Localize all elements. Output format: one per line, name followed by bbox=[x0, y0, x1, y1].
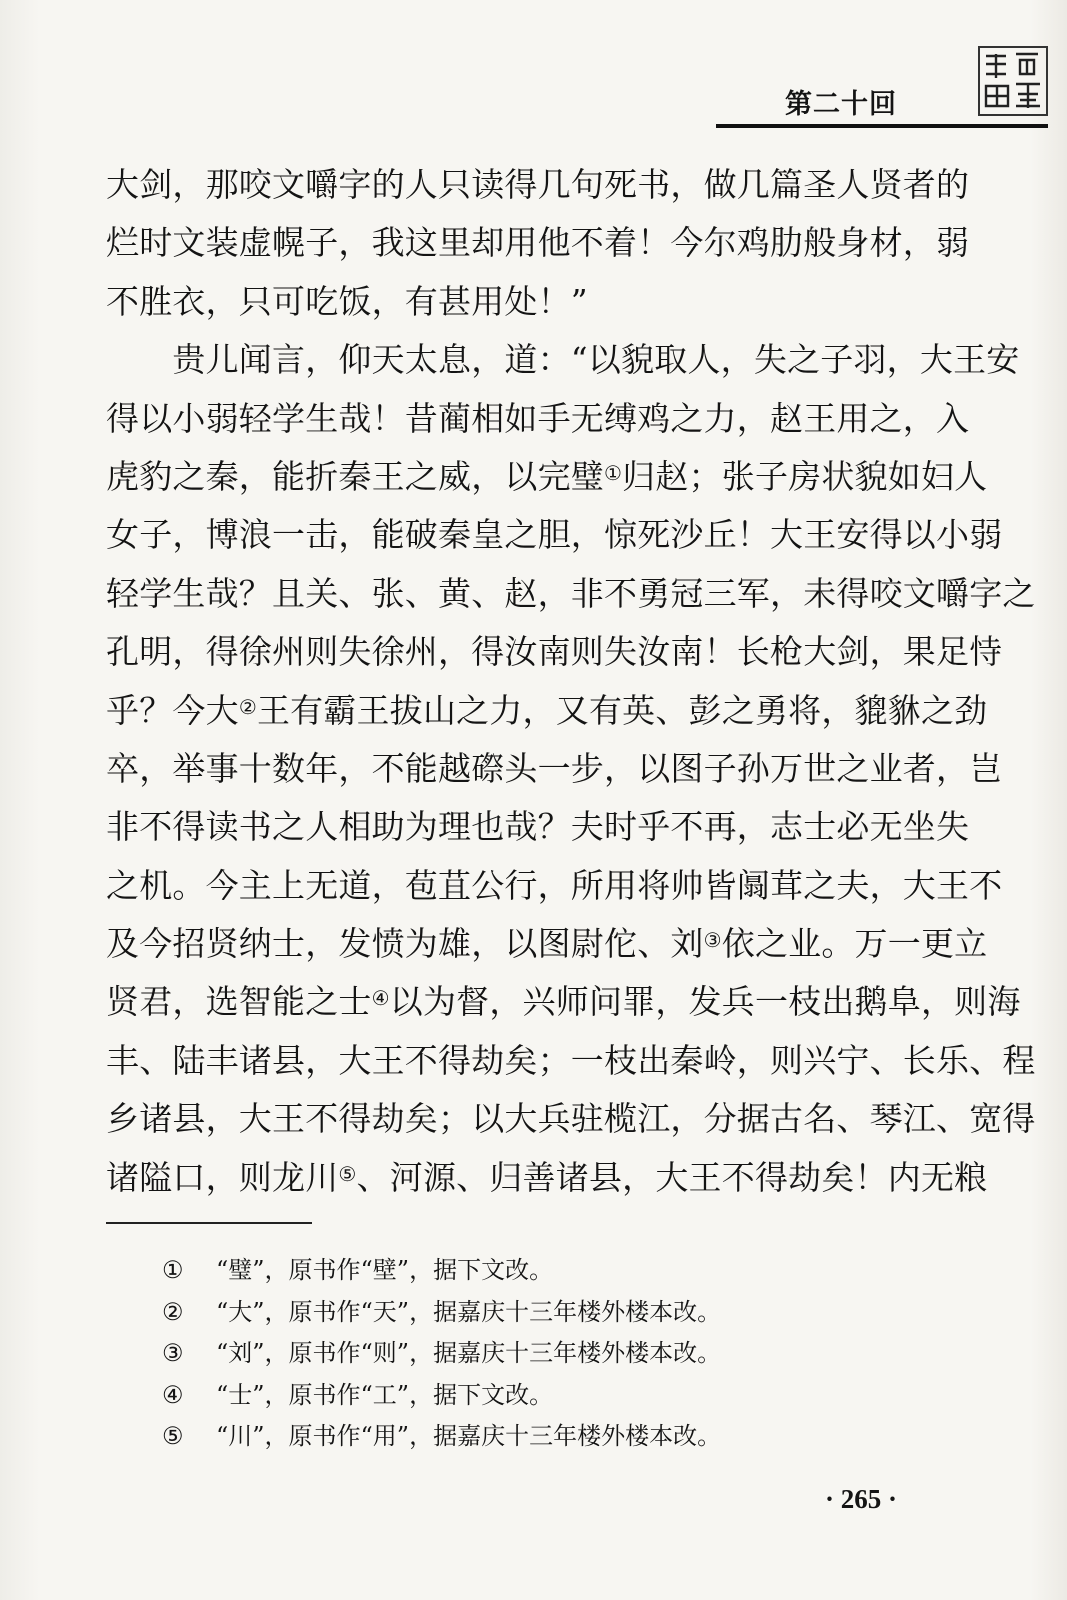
body-line bbox=[106, 273, 946, 331]
body-text-segment: 烂时文装虚幌子，我这里却用他不着！今尔鸡肋般身材，弱 bbox=[106, 223, 970, 263]
footnote-text: “川”，原书作“用”，据嘉庆十三年楼外楼本改。 bbox=[216, 1422, 722, 1450]
body-line bbox=[106, 915, 988, 973]
body-line bbox=[106, 390, 970, 448]
body-text-segment: 丰、陆丰诸县，大王不得劫矣；一枝出秦岭，则兴宁、长乐、程 bbox=[106, 1040, 1036, 1080]
body-line bbox=[106, 448, 988, 506]
footnote-text: “璧”，原书作“壁”，据下文改。 bbox=[216, 1256, 554, 1284]
footnote-text: “大”，原书作“天”，据嘉庆十三年楼外楼本改。 bbox=[216, 1297, 722, 1326]
body-text-segment: 不胜衣，只可吃饭，有甚用处！” bbox=[106, 281, 588, 321]
chapter-title: 第二十回 bbox=[785, 89, 897, 120]
body-line bbox=[106, 1090, 1036, 1148]
body-line bbox=[106, 1149, 988, 1207]
footnote-item bbox=[162, 1416, 942, 1458]
body-text-segment: 大剑，那咬文嚼字的人只读得几句死书，做几篇圣人贤者的 bbox=[106, 165, 970, 204]
body-line bbox=[106, 156, 970, 214]
footnote-mark: ④ bbox=[162, 1380, 184, 1409]
footnotes bbox=[162, 1250, 942, 1458]
header-rule bbox=[716, 124, 1048, 128]
body-text-segment: 非不得读书之人相助为理也哉？夫时乎不再，志士必无坐失 bbox=[106, 807, 970, 847]
footnote-item bbox=[162, 1292, 942, 1334]
body-text-segment: 卒，举事十数年，不能越磜头一步，以图子孙万世之业者，岂 bbox=[106, 748, 1003, 788]
body-text-segment: 之机。今主上无道，苞苴公行，所用将帅皆阘茸之夫，大王不 bbox=[106, 865, 1003, 905]
body-line bbox=[106, 798, 970, 856]
body-line bbox=[106, 1032, 1036, 1090]
footnote-text: “士”，原书作“工”，据下文改。 bbox=[216, 1380, 554, 1409]
body-text-segment: 依之业。万一更立 bbox=[721, 924, 988, 964]
footnote-rule bbox=[106, 1222, 312, 1224]
body-text-segment: 轻学生哉？且关、张、黄、赵，非不勇冠三军，未得咬文嚼字之 bbox=[106, 573, 1036, 613]
body-text bbox=[106, 156, 1036, 1207]
body-text-segment: 贵儿闻言，仰天太息，道：“以貌取人，失之子羽，大王安 bbox=[106, 340, 1020, 380]
body-text-segment: 及今招贤纳士，发愤为雄，以图尉佗、刘 bbox=[106, 924, 704, 964]
body-text-segment: 女子，博浪一击，能破秦皇之胆，惊死沙丘！大王安得以小弱 bbox=[106, 515, 1003, 555]
footnote-mark: ① bbox=[162, 1256, 184, 1284]
body-line bbox=[106, 682, 988, 740]
footnote-ref: ② bbox=[238, 694, 257, 719]
footnote-item bbox=[162, 1250, 942, 1292]
footnote-ref: ① bbox=[604, 460, 623, 485]
body-line bbox=[106, 506, 1003, 564]
body-line bbox=[106, 565, 1036, 623]
body-text-segment: 得以小弱轻学生哉！昔蔺相如手无缚鸡之力，赵王用之，入 bbox=[106, 398, 970, 438]
footnote-mark: ③ bbox=[162, 1339, 184, 1367]
footnote-ref: ⑤ bbox=[338, 1161, 357, 1186]
footnote-mark: ② bbox=[162, 1297, 184, 1326]
body-text-segment: 乎？今大 bbox=[106, 690, 239, 730]
footnote-item bbox=[162, 1375, 942, 1417]
footnote-mark: ⑤ bbox=[162, 1422, 184, 1450]
body-text-segment: 以为督，兴师问罪，发兵一枝出鹅阜，则海 bbox=[389, 982, 1021, 1022]
body-text-segment: 孔明，得徐州则失徐州，得汝南则失汝南！长枪大剑，果足恃 bbox=[106, 632, 1003, 672]
body-text-segment: 贤君，选智能之士 bbox=[106, 982, 372, 1022]
footnote-ref: ④ bbox=[371, 986, 390, 1011]
body-text-segment: 虎豹之秦，能折秦王之威，以完璧 bbox=[106, 456, 604, 496]
page-number: · 265 · bbox=[824, 1484, 897, 1514]
footnote-item bbox=[162, 1333, 942, 1375]
body-text-segment: 王有霸王拔山之力，又有英、彭之勇将，貔貅之劲 bbox=[256, 690, 988, 730]
body-text-segment: 乡诸县，大王不得劫矣；以大兵驻榄江，分据古名、琴江、宽得 bbox=[106, 1099, 1036, 1139]
body-line bbox=[106, 740, 1003, 798]
body-line bbox=[106, 214, 970, 272]
body-text-segment: 、河源、归善诸县，大王不得劫矣！内无粮 bbox=[356, 1157, 988, 1197]
page-header bbox=[0, 0, 1067, 140]
body-line bbox=[106, 857, 1003, 915]
body-text-segment: 诸隘口，则龙川 bbox=[106, 1157, 339, 1197]
footnote-ref: ③ bbox=[703, 928, 722, 953]
body-line bbox=[106, 623, 1003, 681]
body-line bbox=[106, 331, 1020, 389]
footnote-text: “刘”，原书作“则”，据嘉庆十三年楼外楼本改。 bbox=[216, 1339, 722, 1367]
body-text-segment: 归赵；张子房状貌如妇人 bbox=[622, 456, 988, 496]
body-line bbox=[106, 973, 1021, 1031]
seal-stamp-icon bbox=[976, 44, 1050, 118]
